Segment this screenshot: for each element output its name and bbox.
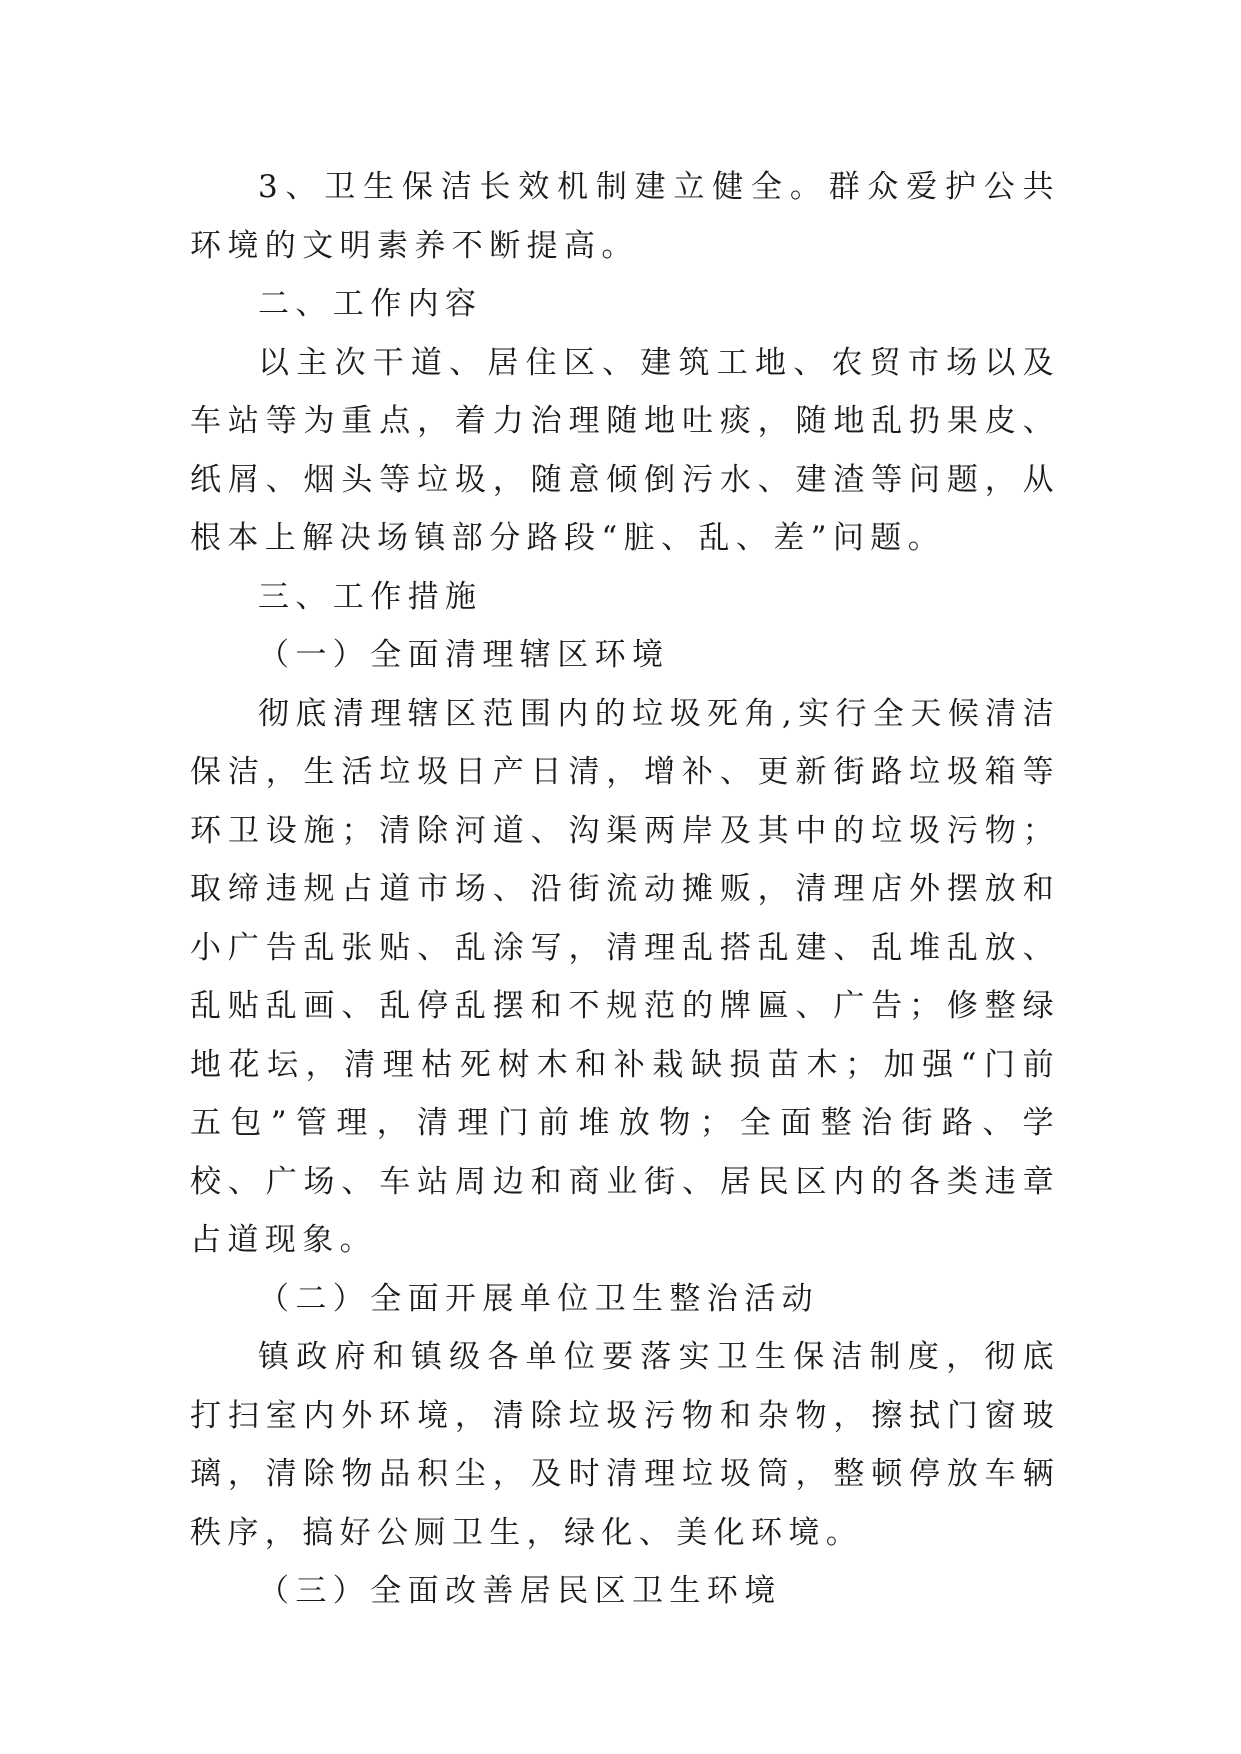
subheading-unit-sanitation: （二）全面开展单位卫生整治活动 xyxy=(258,1280,819,1317)
subheading-residential-sanitation: （三）全面改善居民区卫生环境 xyxy=(258,1573,782,1609)
document-body xyxy=(190,158,1060,1621)
subheading-clean-area: （一）全面清理辖区环境 xyxy=(258,637,670,673)
paragraph-clean-area: 彻底清理辖区范围内的垃圾死角,实行全天候清洁保洁，生活垃圾日产日清，增补、更新街路垃圾箱等环卫设施；清除河道、沟渠两岸及其中的垃圾污物；取缔违规占道市场、沿街流动摊贩，清理店外摆放和小广告乱张贴、乱涂写，清理乱搭乱建、乱堆乱放、乱贴乱画、乱停乱摆和不规范的牌匾、广告；修整绿地花坛，清理枯死树木和补栽缺损苗木；加强“门前五包”管理，清理门前堆放物；全面整治街路、学校、广场、车站周边和商业街、居民区内的各类违章占道现象。 xyxy=(190,695,1060,1258)
paragraph-item-3: 3、卫生保洁长效机制建立健全。群众爱护公共环境的文明素养不断提高。 xyxy=(190,169,1060,264)
section-heading-work-measures: 三、工作措施 xyxy=(258,578,483,615)
paragraph-work-content: 以主次干道、居住区、建筑工地、农贸市场以及车站等为重点，着力治理随地吐痰，随地乱扔果皮、纸屑、烟头等垃圾，随意倾倒污水、建渣等问题，从根本上解决场镇部分路段“脏、乱、差”问题。 xyxy=(190,344,1060,556)
paragraph-unit-sanitation: 镇政府和镇级各单位要落实卫生保洁制度，彻底打扫室内外环境，清除垃圾污物和杂物，擦拭门窗玻璃，清除物品积尘，及时清理垃圾筒，整顿停放车辆秩序，搞好公厕卫生，绿化、美化环境。 xyxy=(190,1339,1060,1551)
section-heading-work-content: 二、工作内容 xyxy=(258,286,483,322)
